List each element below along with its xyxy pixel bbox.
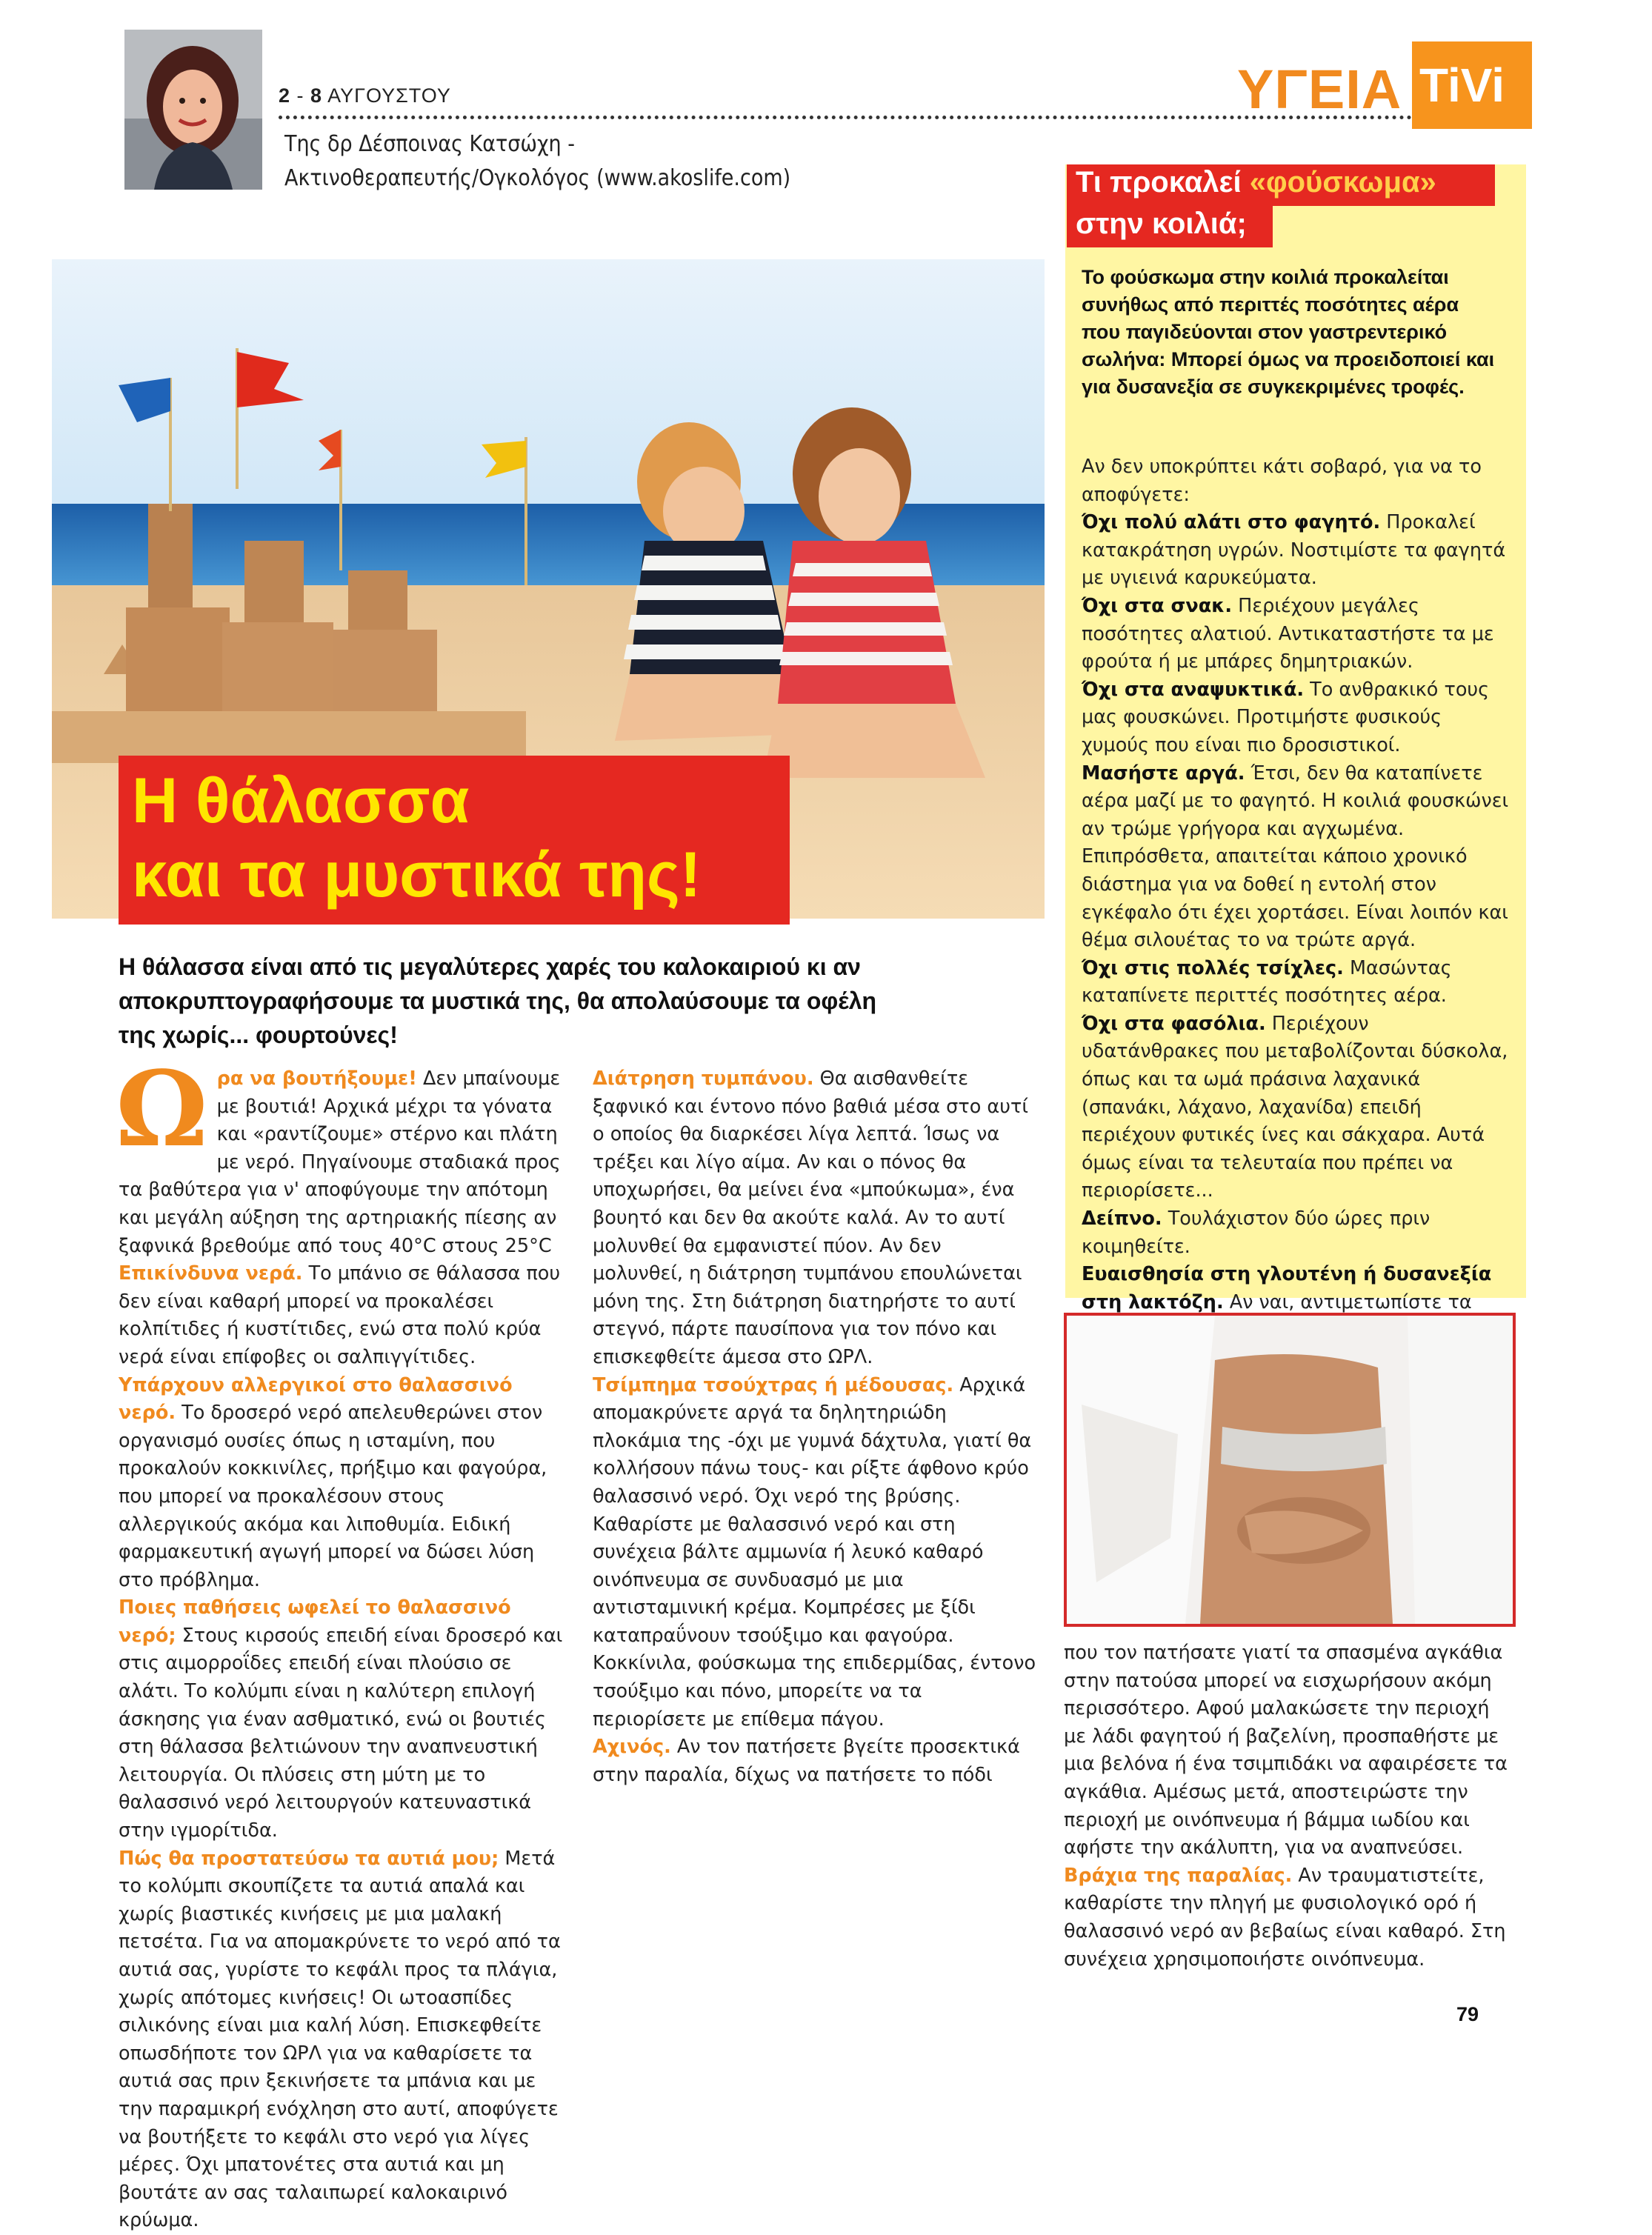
drop-cap: Ω: [116, 1049, 208, 1170]
paragraph-dangerous-waters: [119, 1260, 563, 1371]
paragraph-heading: Αχινός.: [593, 1736, 671, 1759]
paragraph-text: Αν τραυματιστείτε, καθαρίστε την πληγή με φυσιολογικό ορό ή θαλασσινό νερό αν βεβαίως είναι καθαρό. Στη συνέχεια χρησιμοποιήστε οινόπνευμα.: [1064, 1864, 1506, 1971]
tip-text: Μασώντας καταπίνετε περιττές ποσότητες αέρα.: [1082, 956, 1452, 1007]
sidebar-tip: [1082, 760, 1511, 955]
issue-day-end: 8: [310, 84, 323, 107]
tip-text: Περιέχουν μεγάλες ποσότητες αλατιού. Αντικαταστήστε τα με φρούτα ή με μπάρες δημητριακών.: [1082, 594, 1494, 673]
tip-heading: Όχι στις πολλές τσίχλες.: [1082, 956, 1344, 979]
paragraph-text: Δεν μπαίνουμε με βουτιά! Αρχικά μέχρι τα γόνατα και «ραντίζουμε» στέρνο και πλάτη με νερό. Πηγαίνουμε σταδιακά προς τα βαθύτερα για ν' αποφύγουμε την απότομη και μεγάλη αύξηση της αρτηριακής πίεσης αν ξαφνικά βρεθούμε από τους 40°C στους 25°C: [119, 1067, 561, 1257]
sidebar-title-quote: «φούσκωμα»: [1249, 166, 1436, 199]
paragraph-jellyfish: [593, 1372, 1037, 1734]
sidebar-tip: [1082, 1010, 1511, 1205]
abdomen-photo: [1064, 1313, 1516, 1627]
paragraph-benefits: [119, 1594, 563, 1845]
author-photo: [124, 30, 262, 190]
paragraph-heading: Υπάρχουν αλλεργικοί στο θαλασσινό νερό.: [119, 1373, 513, 1425]
tip-heading: Όχι πολύ αλάτι στο φαγητό.: [1082, 511, 1381, 534]
paragraph-text: Το μπάνιο σε θάλασσα που δεν είναι καθαρή μπορεί να προκαλέσει κολπίτιδες ή κυστίτιδες, ενώ στα πολύ κρύα νερά είναι επίφοβες οι σαλπιγγίτιδες.: [119, 1262, 561, 1368]
tip-heading: Δείπνο.: [1082, 1208, 1162, 1230]
paragraph-text: Στους κιρσούς επειδή είναι δροσερό και στις αιμορροΐδες επειδή είναι πλούσιο σε αλάτι. Το κολύμπι είναι η καλύτερη επιλογή άσκησης για έναν ασθματικό, ενώ οι βουτιές στη θάλασσα βελτιώνουν την αναπνευστική λειτουργία. Οι πλύσεις στη μύτη με το θαλασσινό νερό λειτουργούν κατευναστικά στην ιγμορίτιδα.: [119, 1624, 563, 1842]
article-column-2: [593, 1065, 1037, 1789]
paragraph-text: Μετά το κολύμπι σκουπίζετε τα αυτιά απαλά και χωρίς βιαστικές κινήσεις με μια μαλακή πετσέτα. Για να απομακρύνετε το νερό από τα αυτιά σας, γυρίστε το κεφάλι προς τα πλάγια, χωρίς απότομες κινήσεις! Οι ωτοασπίδες σιλικόνης είναι μια καλή λύση. Επισκεφθείτε οπωσδήποτε τον ΩΡΛ για να καθαρίσετε τα αυτιά σας πριν ξεκινήσετε τα μπάνια και με την παραμικρή ενόχληση στο αυτί, αποφύγετε να βουτήξετε το κεφάλι στο νερό για λίγες μέρες. Όχι μπατονέτες στα αυτιά και μη βουτάτε αν σας ταλαιπωρεί καλοκαιρινό κρύωμα.: [119, 1847, 561, 2232]
sidebar-tip: [1082, 955, 1511, 1010]
paragraph-heading: Τσίμπημα τσούχτρας ή μέδουσας.: [593, 1373, 954, 1396]
tip-text: Προκαλεί κατακράτηση υγρών. Νοστιμίστε τα φαγητά με υγιεινά καρυκεύματα.: [1082, 511, 1506, 590]
tip-heading: Όχι στα αναψυκτικά.: [1082, 678, 1305, 701]
paragraph-text: Το δροσερό νερό απελευθερώνει στον οργανισμό ουσίες όπως η ισταμίνη, που προκαλούν κοκκινίλες, πρήξιμο και φαγούρα, που μπορεί να προκαλέσουν στους αλλεργικούς ακόμα και λιποθυμία. Ειδική φαρμακευτική αγωγή μπορεί να δώσει λύση στο πρόβλημα.: [119, 1402, 547, 1591]
issue-date: 2 - 8 ΑΥΓΟΥΣΤΟΥ: [279, 84, 451, 107]
sidebar-text: Αν δεν υποκρύπτει κάτι σοβαρό, για να το αποφύγετε:: [1082, 456, 1482, 506]
paragraph-sea-urchin: [593, 1733, 1037, 1789]
tip-heading: Όχι στα σνακ.: [1082, 594, 1233, 617]
tip-heading: Μασήστε αργά.: [1082, 762, 1245, 785]
article-column-3: [1064, 1639, 1508, 1973]
paragraph-heading: ρα να βουτήξουμε!: [216, 1067, 417, 1090]
article-title-line2: και τα μυστικά της!: [132, 839, 702, 910]
paragraph-heading: Ποιες παθήσεις ωφελεί το θαλασσινό νερό;: [119, 1596, 511, 1647]
sidebar-tip: [1082, 509, 1511, 593]
page-number: 79: [1456, 2003, 1479, 2025]
paragraph-heading: Διάτρηση τυμπάνου.: [593, 1067, 814, 1090]
byline-title: Ακτινοθεραπευτής/Ογκολόγος (www.akoslife.com): [284, 165, 791, 191]
paragraph-heading: Πώς θα προστατεύσω τα αυτιά μου;: [119, 1847, 499, 1870]
paragraph-text: Αν τον πατήσετε βγείτε προσεκτικά στην παραλία, δίχως να πατήσετε το πόδι: [593, 1736, 1020, 1786]
tip-text: Το ανθρακικό τους μας φουσκώνει. Προτιμήστε φυσικούς χυμούς που είναι πιο δροσιστικοί.: [1082, 678, 1490, 756]
tip-heading: Όχι στα φασόλια.: [1082, 1012, 1266, 1035]
issue-month: ΑΥΓΟΥΣΤΟΥ: [327, 84, 451, 107]
tip-text: Έτσι, δεν θα καταπίνετε αέρα μαζί με το φαγητό. Η κοιλιά φουσκώνει αν τρώμε γρήγορα και αγχωμένα. Επιπρόσθετα, απαιτείται κάποιο χρονικό διάστημα για να δοθεί η εντολή στον εγκέφαλο ότι έχει χορτάσει. Είναι λοιπόν και θέμα σιλουέτας το να τρώτε αργά.: [1082, 762, 1509, 952]
sidebar-intro: Το φούσκωμα στην κοιλιά προκαλείται συνήθως από περιττές ποσότητες αέρα που παγιδεύονται στον γαστρεντερικό σωλήνα: Μπορεί όμως να προειδοποιεί και για δυσανεξία σε συγκεκριμένες τροφές.: [1082, 266, 1495, 398]
section-title: ΥΓΕΙΑ: [1237, 59, 1402, 120]
sidebar-title-text: Τι προκαλεί: [1076, 166, 1250, 199]
paragraph-eardrum: [593, 1065, 1037, 1372]
article-lead: Η θάλασσα είναι από τις μεγαλύτερες χαρές του καλοκαιριού κι αν αποκρυπτογραφήσουμε τα μυστικά της, θα απολαύσουμε τα οφέλη της χωρίς... φουρτούνες!: [119, 953, 877, 1048]
paragraph-ears: [119, 1845, 563, 2235]
paragraph-allergies: [119, 1372, 563, 1595]
tip-text: Περιέχουν υδατάνθρακες που μεταβολίζονται δύσκολα, όπως και τα ωμά πράσινα λαχανικά (σπανάκι, λάχανο, λαχανίδα) επειδή περιέχουν φυτικές ίνες και σάκχαρα. Αυτά όμως είναι τα τελευταία που πρέπει να περιορίσετε...: [1082, 1012, 1508, 1202]
byline-author: Της δρ Δέσποινας Κατσώχη -: [284, 131, 575, 157]
sidebar-title-line1: [1076, 166, 1436, 199]
byline: [284, 127, 790, 196]
paragraph-text: Θα αισθανθείτε ξαφνικό και έντονο πόνο βαθιά μέσα στο αυτί ο οποίος θα διαρκέσει λίγα λεπτά. Ίσως να τρέξει και λίγο αίμα. Αν και ο πόνος θα υποχωρήσει, θα μείνει ένα «μπούκωμα», ένα βουητό και δεν θα ακούτε καλά. Αν το αυτί μολυνθεί θα εμφανιστεί πύον. Αν δεν μολυνθεί, η διάτρηση τυμπάνου επουλώνεται μόνη της. Στη διάτρηση διατηρήστε το αυτί στεγνό, πάρτε παυσίπονα για τον πόνο και επισκεφθείτε άμεσα στο ΩΡΛ.: [593, 1067, 1028, 1368]
tip-heading: Ευαισθησία στη γλουτένη ή δυσανεξία στη λακτόζη.: [1082, 1263, 1492, 1313]
issue-day-start: 2: [279, 84, 291, 107]
tip-text: Αν ναι, αντιμετωπίστε τα: [1229, 1290, 1472, 1313]
sidebar-title-line2: στην κοιλιά;: [1076, 207, 1247, 240]
paragraph-sea-urchin-cont: που τον πατήσατε γιατί τα σπασμένα αγκάθια στην πατούσα μπορεί να εισχωρήσουν ακόμη περισσότερο. Αφού μαλακώσετε την περιοχή με λάδι φαγητού ή βαζελίνη, προσπαθήστε με μια βελόνα ή ένα τσιμπιδάκι να αφαιρέσετε τα αγκάθια. Αμέσως μετά, αποστειρώστε την περιοχή με οινόπνευμα ή βάμμα ιωδίου και αφήστε την ακάλυπτη, για να αναπνεύσει.: [1064, 1642, 1508, 1859]
paragraph-intro: [116, 1049, 563, 1260]
paragraph-rocks: [1064, 1862, 1508, 1973]
sidebar-tip: [1082, 676, 1511, 760]
article-title-line1: Η θάλασσα: [132, 765, 470, 836]
tip-text: Τουλάχιστον δύο ώρες πριν κοιμηθείτε.: [1082, 1208, 1430, 1258]
brand-logo: TiVi: [1419, 59, 1505, 112]
article-column-1: [116, 1049, 563, 2235]
sidebar-body: [1082, 453, 1511, 1345]
paragraph-heading: Βράχια της παραλίας.: [1064, 1864, 1293, 1887]
sidebar-tip: [1082, 593, 1511, 676]
paragraph-text: Αρχικά απομακρύνετε αργά τα δηλητηριώδη πλοκάμια της -όχι με γυμνά δάχτυλα, γιατί θα κολλήσουν πάνω τους- και ρίξτε άφθονο κρύο θαλασσινό νερό. Όχι νερό της βρύσης. Καθαρίστε με θαλασσινό νερό και στη συνέχεια βάλτε αμμωνία ή λευκό καθαρό οινόπνευμα σε συνδυασμό με μια αντισταμινική κρέμα. Κομπρέσες με ξίδι καταπραΰνουν τσούξιμο και φαγούρα. Κοκκίνιλα, φούσκωμα της επιδερμίδας, έντονο τσούξιμο και πόνο, μπορείτε να τα περιορίσετε με επίθεμα πάγου.: [593, 1373, 1036, 1731]
sidebar-tip: [1082, 1205, 1511, 1261]
paragraph-heading: Επικίνδυνα νερά.: [119, 1262, 303, 1285]
